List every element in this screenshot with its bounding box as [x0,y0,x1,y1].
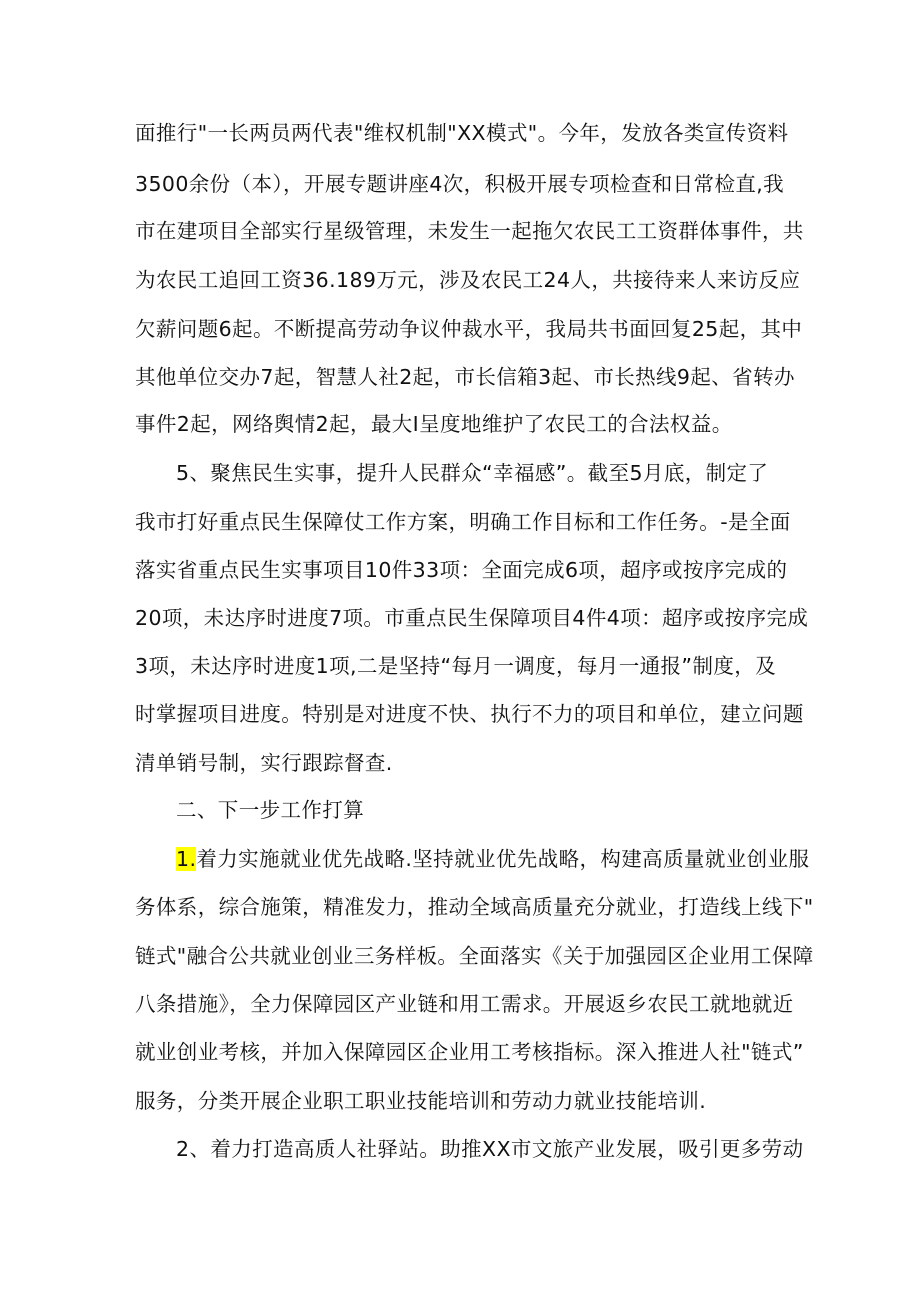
text-line: 务体系，综合施策，精准发力，推动全域高质量充分就业，打造线上线下" [135,895,814,919]
text-line: 链式"融合公共就业创业三务样板。全面落实《关于加强园区企业用工保障 [135,944,814,968]
text-line: 3项，未达序时进度1项,二是坚持“每月一调度，每月一通报”制度，及 [135,654,777,678]
text-line: 我市打好重点民生保障仗工作方案，明确工作目标和工作任务。-是全面 [135,510,791,534]
paragraph-start-line [176,846,809,872]
paragraph-start-line: 5、聚焦民生实事，提升人民群众“幸福感”。截至5月底，制定了 [176,461,769,485]
text-line: 服务，分类开展企业职工职业技能培训和劳动力就业技能培训. [135,1089,707,1113]
text-line: 其他单位交办7起，智慧人社2起，市长信箱3起、市长热线9起、省转办 [135,365,795,389]
text-line: 20项，未达序时进度7项。市重点民生保障项目4件4项：超序或按序完成 [135,606,809,630]
text-line: 面推行"一长两员两代表"维权机制"XX模式"。今年，发放各类宣传资料 [135,121,789,145]
text-line: 就业创业考核，并加入保障园区企业用工考核指标。深入推进人社"链式” [135,1040,804,1064]
text-line: 清单销号制，实行跟踪督查. [135,751,393,775]
text-line: 为农民工追回工资36.189万元，涉及农民工24人，共接待来人来访反应 [135,268,801,292]
highlighted-marker: 1. [176,847,197,871]
text-line: 落实省重点民生实事项目10件33项：全面完成6项，超序或按序完成的 [135,558,788,582]
text-line: 八条措施》，全力保障园区产业链和用工需求。开展返乡农民工就地就近 [135,992,794,1016]
text-line: 市在建项目全部实行星级管理，未发生一起拖欠农民工工资群体事件，共 [135,219,804,243]
text-line: 事件2起，网络舆情2起，最大I呈度地维护了农民工的合法权益。 [135,412,733,436]
text-run: 着力实施就业优先战略.坚持就业优先战略，构建高质量就业创业服 [196,847,810,871]
text-line: 时掌握项目进度。特别是对进度不快、执行不力的项目和单位，建立问题 [135,702,804,726]
paragraph-start-line: 2、着力打造高质人社驿站。助推XX市文旅产业发展，吸引更多劳动 [176,1137,804,1161]
text-line: 3500余份（本），开展专题讲座4次，积极开展专项检查和日常检直,我 [135,172,785,196]
section-heading: 二、下一步工作打算 [176,798,365,822]
text-line: 欠薪问题6起。不断提高劳动争议仲裁水平，我局共书面回复25起，其中 [135,317,803,341]
